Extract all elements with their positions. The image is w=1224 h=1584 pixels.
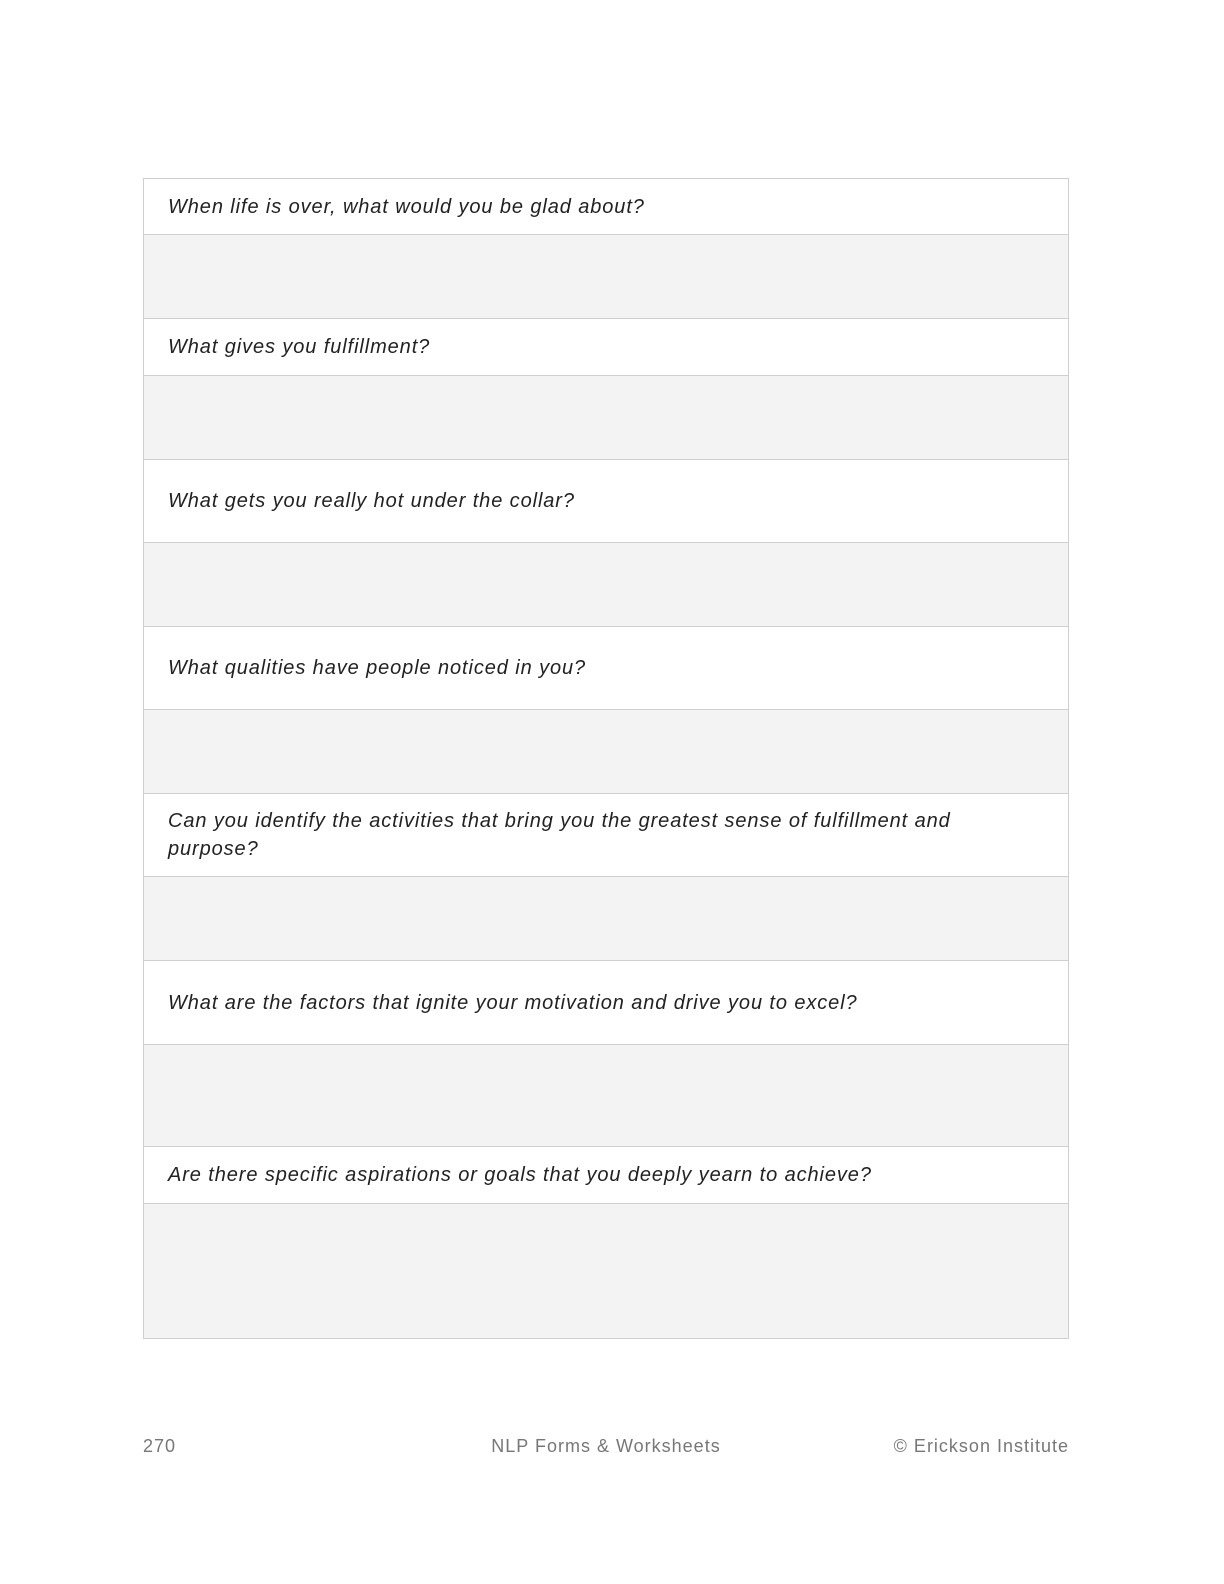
question-row <box>144 460 1068 543</box>
question-row <box>144 179 1068 235</box>
question-row <box>144 961 1068 1045</box>
answer-field[interactable] <box>144 543 1068 627</box>
answer-field[interactable] <box>144 235 1068 319</box>
question-row <box>144 794 1068 877</box>
question-text: Can you identify the activities that bring you the greatest sense of fulfillment and purpose? <box>168 810 951 860</box>
worksheet-table <box>143 178 1069 1339</box>
question-row <box>144 627 1068 710</box>
question-text: What are the factors that ignite your motivation and drive you to excel? <box>168 991 858 1014</box>
answer-field[interactable] <box>144 877 1068 961</box>
copyright-notice: © Erickson Institute <box>893 1436 1069 1456</box>
answer-field[interactable] <box>144 1045 1068 1147</box>
answer-field[interactable] <box>144 710 1068 794</box>
question-row <box>144 1147 1068 1204</box>
question-text: What gives you fulfillment? <box>168 336 431 358</box>
page-number: 270 <box>143 1436 177 1456</box>
answer-field[interactable] <box>144 376 1068 460</box>
answer-field[interactable] <box>144 1204 1068 1338</box>
question-text: What qualities have people noticed in you? <box>168 657 587 679</box>
question-text: What gets you really hot under the collar? <box>168 490 575 512</box>
page-footer <box>143 1436 1069 1460</box>
question-text: Are there specific aspirations or goals that you deeply yearn to achieve? <box>168 1164 872 1186</box>
document-title: NLP Forms & Worksheets <box>491 1436 721 1456</box>
question-row <box>144 319 1068 376</box>
question-text: When life is over, what would you be glad about? <box>168 195 645 218</box>
